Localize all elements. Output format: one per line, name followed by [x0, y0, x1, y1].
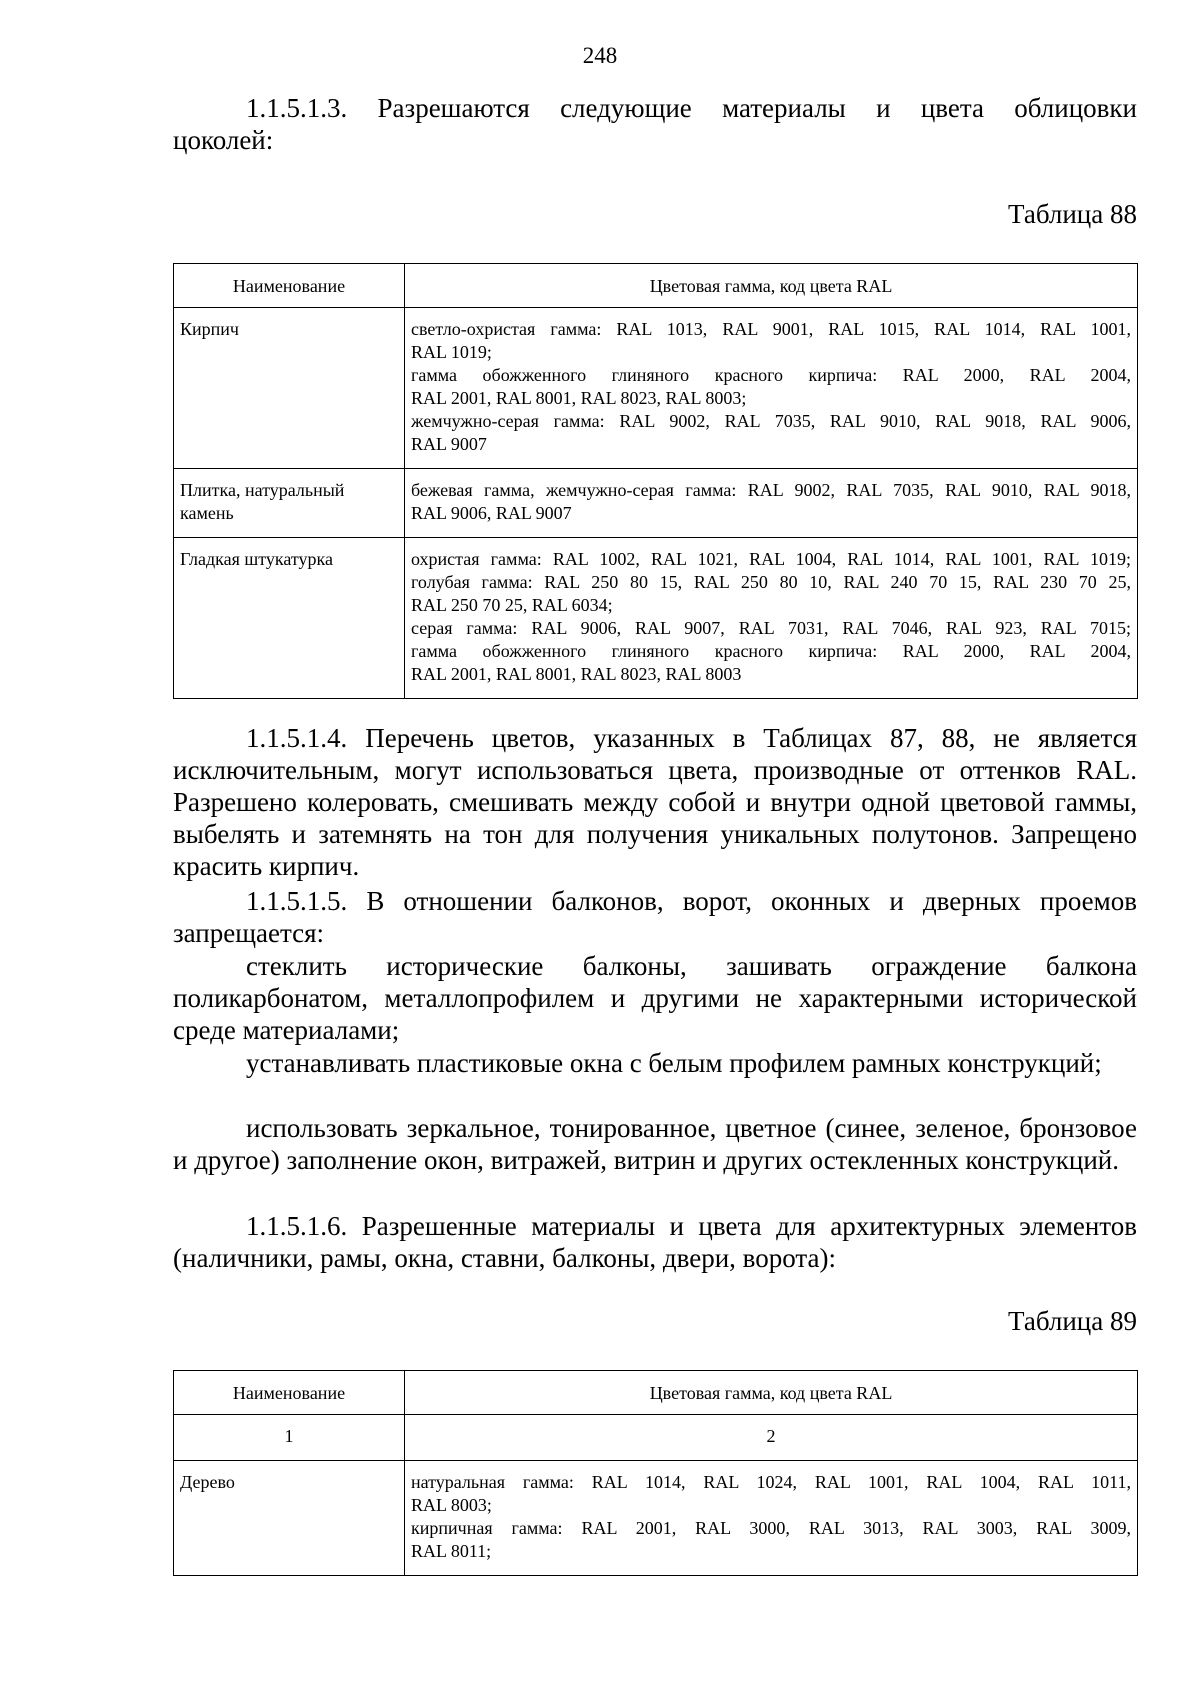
header-cell: Цветовая гамма, код цвета RAL: [405, 1371, 1138, 1415]
column-number-cell: 1: [174, 1415, 405, 1461]
cell-name: Гладкая штукатурка: [174, 538, 405, 699]
header-cell: Цветовая гамма, код цвета RAL: [405, 264, 1138, 308]
cell-name: Дерево: [174, 1461, 405, 1576]
paragraph-1-1-5-1-6: 1.1.5.1.6. Разрешенные материалы и цвета для архитектурных элементов (наличники, рамы, окна, ставни, балконы, двери, ворота):: [173, 1211, 1137, 1273]
table-row: [174, 538, 1138, 699]
cell-line: RAL 2001, RAL 8001, RAL 8023, RAL 8003;: [411, 388, 747, 408]
cell-line: RAL 250 70 25, RAL 6034;: [411, 595, 613, 615]
cell-line: RAL 9006, RAL 9007: [411, 503, 572, 523]
cell-colors: [405, 1461, 1138, 1576]
table-88: [173, 263, 1138, 699]
table-row: [174, 308, 1138, 469]
paragraph-1-1-5-1-5: 1.1.5.1.5. В отношении балконов, ворот, оконных и дверных проемов запрещается:: [173, 886, 1137, 948]
table-88-caption: Таблица 88: [1008, 199, 1137, 229]
cell-colors: [405, 469, 1138, 538]
cell-line: охристая гамма: RAL 1002, RAL 1021, RAL 1004, RAL 1014, RAL 1001, RAL 1019;: [411, 549, 1131, 569]
cell-line: серая гамма: RAL 9006, RAL 9007, RAL 7031, RAL 7046, RAL 923, RAL 7015;: [411, 618, 1131, 638]
table-header-row: [174, 1371, 1138, 1415]
table-number-row: [174, 1415, 1138, 1461]
table-89-caption: Таблица 89: [1008, 1306, 1137, 1336]
cell-line: светло-охристая гамма: RAL 1013, RAL 9001, RAL 1015, RAL 1014, RAL 1001,: [411, 319, 1131, 339]
cell-line: голубая гамма: RAL 250 80 15, RAL 250 80 10, RAL 240 70 15, RAL 230 70 25,: [411, 572, 1131, 592]
page-number: 248: [582, 43, 618, 68]
table-header-row: [174, 264, 1138, 308]
cell-line: RAL 9007: [411, 434, 487, 454]
cell-line: гамма обожженного глиняного красного кирпича: RAL 2000, RAL 2004,: [411, 641, 1131, 661]
cell-line: жемчужно-серая гамма: RAL 9002, RAL 7035, RAL 9010, RAL 9018, RAL 9006,: [411, 411, 1131, 431]
table-row: [174, 1461, 1138, 1576]
cell-name: Плитка, натуральный камень: [174, 469, 405, 538]
cell-line: RAL 2001, RAL 8001, RAL 8023, RAL 8003: [411, 664, 742, 684]
list-item: стеклить исторические балконы, зашивать ограждение балкона поликарбонатом, металлопрофилем и другими не характерными исторической среде материалами;: [173, 951, 1137, 1045]
cell-colors: [405, 308, 1138, 469]
cell-line: бежевая гамма, жемчужно-серая гамма: RAL 9002, RAL 7035, RAL 9010, RAL 9018,: [411, 480, 1131, 500]
cell-line: натуральная гамма: RAL 1014, RAL 1024, RAL 1001, RAL 1004, RAL 1011,: [411, 1472, 1131, 1492]
paragraph-1-1-5-1-3: [173, 92, 1137, 156]
column-number-cell: 2: [405, 1415, 1138, 1461]
cell-line: гамма обожженного глиняного красного кирпича: RAL 2000, RAL 2004,: [411, 365, 1131, 385]
table-row: [174, 469, 1138, 538]
cell-colors: [405, 538, 1138, 699]
header-cell: Наименование: [174, 1371, 405, 1415]
paragraph-1-1-5-1-4: 1.1.5.1.4. Перечень цветов, указанных в Таблицах 87, 88, не является исключительным, могут использоваться цвета, производные от оттенков RAL. Разрешено колеровать, смешивать между собой и внутри одной цветовой гаммы, выбелять и затемнять на тон для получения уникальных полутонов. Запрещено красить кирпич.: [173, 723, 1137, 881]
cell-line: кирпичная гамма: RAL 2001, RAL 3000, RAL 3013, RAL 3003, RAL 3009,: [411, 1518, 1131, 1538]
header-cell: Наименование: [174, 264, 405, 308]
list-item: устанавливать пластиковые окна с белым профилем рамных конструкций;: [246, 1048, 1102, 1078]
cell-line: RAL 1019;: [411, 342, 492, 362]
cell-name: Кирпич: [174, 308, 405, 469]
table-89: [173, 1370, 1138, 1576]
cell-line: RAL 8011;: [411, 1541, 492, 1561]
list-item: использовать зеркальное, тонированное, цветное (синее, зеленое, бронзовое и другое) заполнение окон, витражей, витрин и других остекленных конструкций.: [173, 1113, 1137, 1175]
cell-line: RAL 8003;: [411, 1495, 492, 1515]
paragraph-line: цоколей:: [173, 125, 274, 155]
paragraph-line: 1.1.5.1.3. Разрешаются следующие материалы и цвета облицовки: [246, 93, 1137, 123]
